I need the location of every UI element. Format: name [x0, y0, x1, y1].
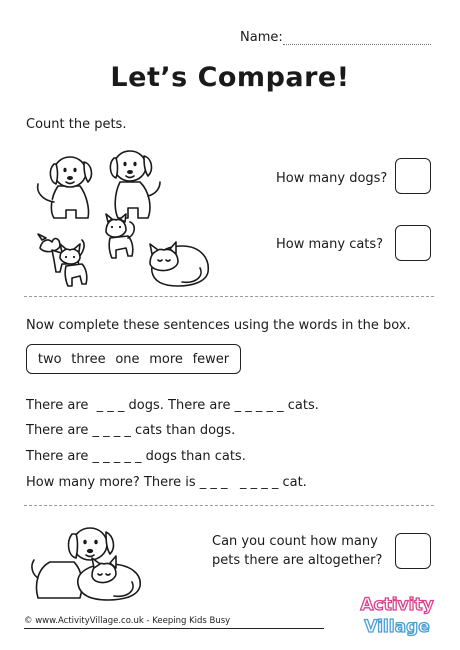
sleeping-cat-icon — [150, 242, 208, 286]
sentence-3[interactable]: There are _ _ _ _ _ dogs than cats. — [26, 449, 246, 464]
logo-word-activity: Activity — [360, 595, 434, 615]
dog-icon — [38, 157, 92, 218]
sleeping-cat-icon — [78, 556, 140, 600]
name-label: Name: — [240, 30, 283, 45]
word-fewer: fewer — [192, 351, 230, 367]
sentence-2[interactable]: There are _ _ _ _ cats than dogs. — [26, 423, 236, 438]
sentence-4[interactable]: How many more? There is _ _ _ _ _ _ _ cat. — [26, 475, 307, 490]
cats-answer-box[interactable] — [395, 225, 431, 261]
total-pets-question-line2: pets there are altogether? — [212, 553, 383, 568]
section-divider — [24, 296, 434, 297]
word-two: two — [37, 351, 62, 367]
section-divider — [24, 505, 434, 506]
cat-icon — [106, 214, 134, 258]
logo-word-village: Village — [364, 617, 430, 637]
two-dogs-illustration — [28, 138, 168, 223]
page-title: Let’s Compare! — [110, 62, 350, 93]
word-bank — [26, 344, 241, 374]
total-pets-question-line1: Can you count how many — [212, 534, 378, 549]
word-three: three — [71, 351, 106, 367]
name-field[interactable] — [283, 44, 431, 45]
cats-illustration — [32, 212, 212, 292]
how-many-dogs-question: How many dogs? — [276, 171, 388, 186]
total-pets-answer-box[interactable] — [395, 533, 431, 569]
word-more: more — [149, 351, 183, 367]
dog-and-cat-illustration — [30, 518, 160, 606]
how-many-cats-question: How many cats? — [276, 237, 384, 252]
complete-sentences-instruction: Now complete these sentences using the words in the box. — [26, 318, 411, 333]
dogs-answer-box[interactable] — [395, 158, 431, 194]
dog-icon — [110, 151, 160, 218]
footer-copyright: © www.ActivityVillage.co.uk - Keeping Kids Busy — [24, 616, 231, 626]
footer-rule — [24, 628, 324, 629]
word-one: one — [115, 351, 140, 367]
count-pets-instruction: Count the pets. — [26, 117, 127, 132]
activity-village-logo — [350, 590, 445, 640]
sentence-1[interactable]: There are _ _ _ dogs. There are _ _ _ _ _ cats. — [26, 398, 319, 413]
